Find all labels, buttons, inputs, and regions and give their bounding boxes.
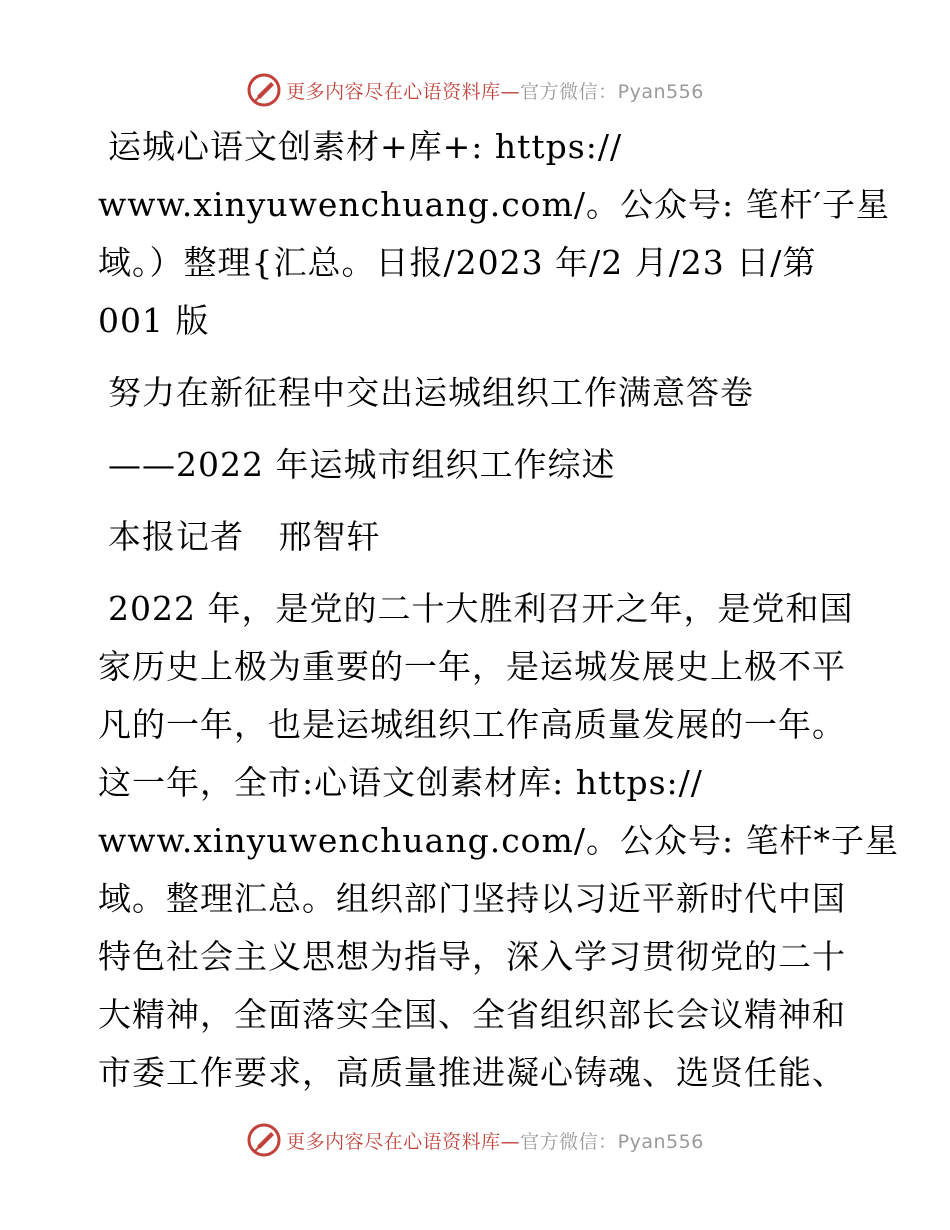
body-line: 2022 年，是党的二十大胜利召开之年，是党和国 xyxy=(108,589,854,628)
header-line: www.xinyuwenchuang.com/。公众号: 笔杆′子星 xyxy=(98,185,891,224)
document-body xyxy=(98,118,900,1102)
banner-text: 更多内容尽在心语资料库 xyxy=(286,1130,501,1153)
body-line: 大精神，全面落实全国、全省组织部长会议精神和 xyxy=(98,995,846,1034)
body-line: 这一年，全市:心语文创素材库: https:// xyxy=(98,763,703,802)
body-line: 凡的一年，也是运城组织工作高质量发展的一年。 xyxy=(98,705,846,744)
banner-dash: — xyxy=(500,1130,521,1153)
brand-logo-icon xyxy=(246,72,282,108)
body-line: 域。整理汇总。组织部门坚持以习近平新时代中国 xyxy=(98,879,846,918)
brand-logo-icon xyxy=(246,1122,282,1158)
byline: 本报记者 邢智轩 xyxy=(108,517,381,556)
footer-banner xyxy=(0,1120,950,1160)
body-line: 特色社会主义思想为指导，深入学习贯彻党的二十 xyxy=(98,937,846,976)
article-subtitle: ——2022 年运城市组织工作综述 xyxy=(108,445,616,484)
header-line: 域。）整理{汇总。日报/2023 年/2 月/23 日/第 xyxy=(98,243,817,282)
body-line: www.xinyuwenchuang.com/。公众号: 笔杆*子星 xyxy=(98,821,900,860)
banner-wechat: 官方微信：Pyan556 xyxy=(520,80,704,103)
banner-text: 更多内容尽在心语资料库 xyxy=(286,80,501,103)
banner-wechat: 官方微信：Pyan556 xyxy=(520,1130,704,1153)
header-banner xyxy=(0,70,950,110)
body-line: 家历史上极为重要的一年，是运城发展史上极不平 xyxy=(98,647,846,686)
header-line: 001 版 xyxy=(98,301,210,340)
header-line: 运城心语文创素材+库+: https:// xyxy=(108,127,623,166)
article-title: 努力在新征程中交出运城组织工作满意答卷 xyxy=(108,373,754,412)
banner-dash: — xyxy=(500,80,521,103)
body-line: 市委工作要求，高质量推进凝心铸魂、选贤任能、 xyxy=(98,1053,846,1092)
